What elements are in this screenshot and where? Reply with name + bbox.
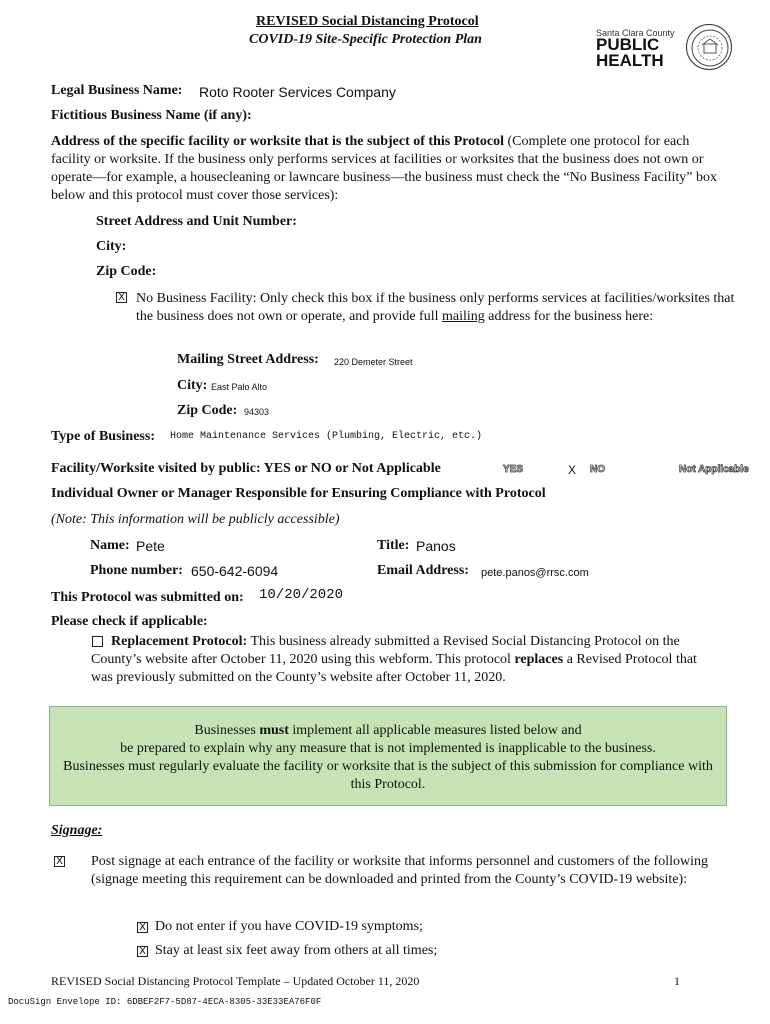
footer-template-text: REVISED Social Distancing Protocol Template – Updated October 11, 2020 bbox=[51, 974, 420, 988]
signage-item-distance: Stay at least six feet away from others at all times; bbox=[155, 943, 438, 958]
zip-code-label: Zip Code: bbox=[96, 264, 157, 279]
mailing-zip-label: Zip Code: bbox=[177, 403, 238, 418]
owner-name-value[interactable]: Pete bbox=[136, 538, 165, 554]
replacement-protocol-heading: Replacement Protocol: bbox=[111, 634, 248, 649]
owner-email-label: Email Address: bbox=[377, 563, 469, 578]
document-subtitle: COVID-19 Site-Specific Protection Plan bbox=[249, 32, 482, 47]
county-seal-icon bbox=[686, 24, 732, 70]
no-facility-mailing-word: mailing bbox=[442, 309, 485, 324]
replacement-text-part1: This business already submitted a Revised Social Distancing Protocol on the County’s website after October 11, 2020 using this webform. This protocol bbox=[91, 634, 680, 667]
logo-county-text: Santa Clara County bbox=[596, 28, 675, 38]
replacement-protocol-text bbox=[91, 633, 721, 687]
owner-note: (Note: This information will be publicly accessible) bbox=[51, 512, 340, 527]
signage-main-checkbox[interactable]: X bbox=[54, 856, 65, 867]
docusign-envelope-id: DocuSign Envelope ID: 6DBEF2F7-5D87-4ECA-8305-33E33EA76F0F bbox=[8, 997, 322, 1007]
address-instructions-text: (Complete one protocol for each facility or worksite. If the business only performs services at facilities or worksites that the business does not own or operate—for example, a housecleaning or lawncare business—the business must check the “No Business Facility” box below and this protocol must cover those services): bbox=[51, 134, 717, 203]
logo-line1: PUBLIC bbox=[596, 35, 660, 54]
footer-page-number: 1 bbox=[674, 974, 680, 988]
mailing-city-label: City: bbox=[177, 378, 208, 393]
signage-heading: Signage: bbox=[51, 823, 103, 838]
notice-must-word: must bbox=[259, 723, 289, 738]
public-health-logo bbox=[596, 28, 678, 72]
visited-by-public-label: Facility/Worksite visited by public: YES or NO or Not Applicable bbox=[51, 461, 441, 476]
submitted-on-value[interactable]: 10/20/2020 bbox=[259, 587, 344, 603]
mailing-zip-value[interactable]: 94303 bbox=[244, 407, 270, 417]
replacement-replaces-word: replaces bbox=[514, 652, 564, 667]
mailing-street-value[interactable]: 220 Demeter Street bbox=[334, 357, 413, 367]
mailing-city-value[interactable]: East Palo Alto bbox=[211, 382, 268, 392]
legal-name-value[interactable]: Roto Rooter Services Company bbox=[199, 84, 396, 100]
signage-item-symptoms: Do not enter if you have COVID-19 symptoms; bbox=[155, 919, 423, 934]
owner-title-label: Title: bbox=[377, 538, 410, 553]
legal-name-label: Legal Business Name: bbox=[51, 83, 183, 98]
visited-yes-option[interactable]: YES bbox=[503, 464, 524, 475]
owner-phone-label: Phone number: bbox=[90, 563, 183, 578]
address-heading: Address of the specific facility or worksite that is the subject of this Protocol bbox=[51, 134, 504, 149]
business-type-value[interactable]: Home Maintenance Services (Plumbing, Electric, etc.) bbox=[170, 431, 483, 442]
signage-item-checkbox-symptoms[interactable]: X bbox=[137, 922, 148, 933]
owner-heading: Individual Owner or Manager Responsible for Ensuring Compliance with Protocol bbox=[51, 486, 546, 501]
owner-phone-value[interactable]: 650-642-6094 bbox=[191, 563, 279, 579]
owner-name-label: Name: bbox=[90, 538, 130, 553]
visited-no-option[interactable]: NO bbox=[590, 464, 605, 475]
owner-title-value[interactable]: Panos bbox=[416, 538, 456, 554]
fictitious-name-label: Fictitious Business Name (if any): bbox=[51, 108, 252, 123]
compliance-notice-box bbox=[49, 706, 727, 806]
document-title: REVISED Social Distancing Protocol bbox=[256, 14, 479, 29]
signage-main-text: Post signage at each entrance of the facility or worksite that informs personnel and customers of the following (signage meeting this requirement can be downloaded and printed from the County’s COVID-19 website): bbox=[91, 854, 708, 887]
street-address-label: Street Address and Unit Number: bbox=[96, 214, 297, 229]
no-facility-text-part2: address for the business here: bbox=[484, 309, 654, 324]
address-instructions bbox=[51, 133, 731, 205]
logo-line2: HEALTH bbox=[596, 51, 664, 70]
mailing-street-label: Mailing Street Address: bbox=[177, 352, 319, 367]
signage-item-checkbox-distance[interactable]: X bbox=[137, 946, 148, 957]
notice-line-1 bbox=[50, 722, 726, 740]
owner-email-value[interactable]: pete.panos@rrsc.com bbox=[481, 567, 589, 579]
submitted-on-label: This Protocol was submitted on: bbox=[51, 590, 244, 605]
replacement-text-part2: a Revised Protocol that was previously submitted on the County’s website after October 11, 2020. bbox=[91, 652, 697, 685]
no-business-facility-text bbox=[136, 290, 736, 326]
notice-line1-part2: implement all applicable measures listed below and bbox=[288, 723, 582, 738]
business-type-label: Type of Business: bbox=[51, 429, 155, 444]
no-facility-text-part1: No Business Facility: Only check this box if the business only performs services at facilities/worksites that the business does not own or operate, and provide full bbox=[136, 291, 735, 324]
visited-na-option[interactable]: Not Applicable bbox=[679, 464, 749, 475]
notice-line1-part1: Businesses bbox=[194, 723, 260, 738]
city-label: City: bbox=[96, 239, 127, 254]
visited-selection-mark: X bbox=[568, 463, 577, 477]
notice-line-3: Businesses must regularly evaluate the facility or worksite that is the subject of this submission for compliance with this Protocol. bbox=[63, 759, 713, 792]
no-business-facility-checkbox[interactable]: X bbox=[116, 292, 127, 303]
notice-line-2: be prepared to explain why any measure that is not implemented is inapplicable to the business. bbox=[120, 741, 656, 756]
please-check-label: Please check if applicable: bbox=[51, 614, 208, 629]
